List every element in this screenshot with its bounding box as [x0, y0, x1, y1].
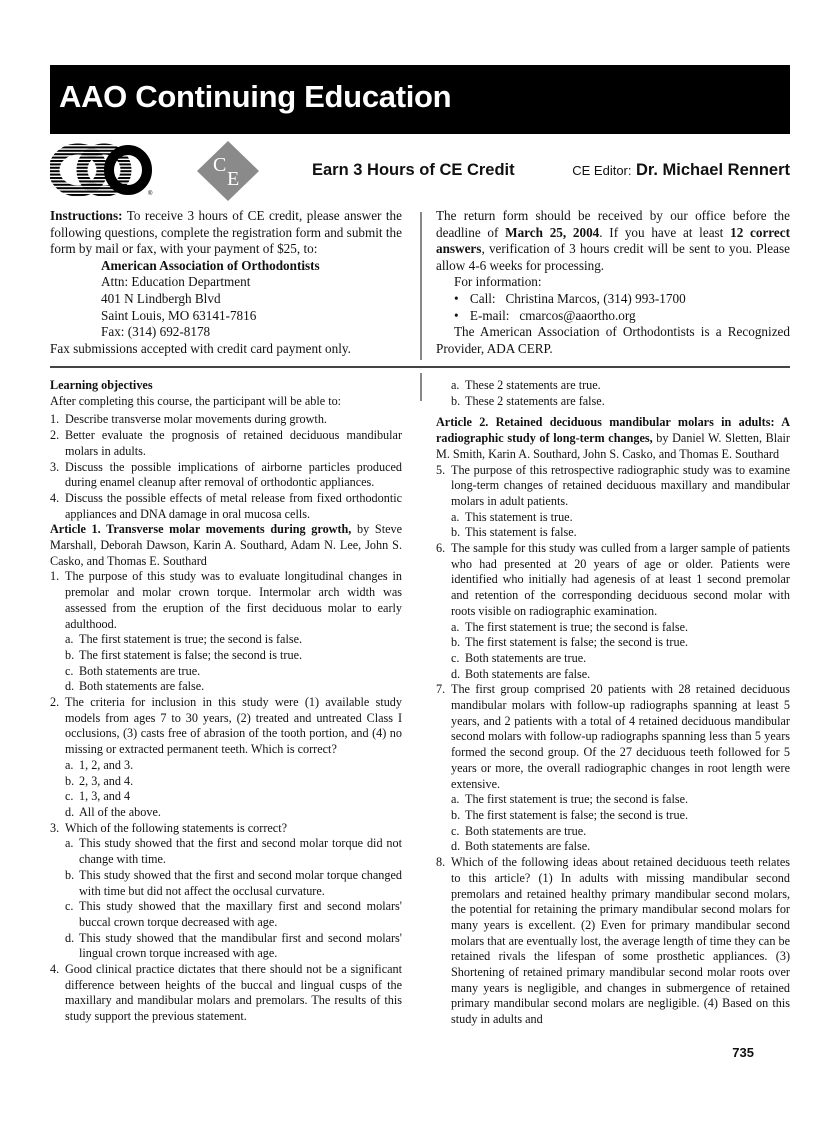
answer-option[interactable]: b. This study showed that the first and second molar torque changed with time but did not affect the occlusal curvature. [65, 867, 402, 898]
right-column [436, 378, 790, 1028]
provider-note: The American Association of Orthodontists is a Recognized Provider, ADA CERP. [436, 324, 790, 356]
question-4: 4. Good clinical practice dictates that there should not be a significant difference between heights of the buccal and lingual cusps of the maxillary and mandibular molars and premolars. The results of this study support the previous statement. [50, 962, 402, 1024]
return-info-block [436, 208, 790, 357]
answer-option[interactable]: a. This statement is true. [451, 509, 573, 524]
answer-option[interactable]: d. All of the above. [65, 804, 161, 819]
answer-option[interactable]: a. These 2 statements are true. [451, 378, 601, 392]
address-org: American Association of Orthodontists [101, 257, 320, 273]
answer-option[interactable]: a. The first statement is true; the second is false. [451, 619, 689, 634]
return-text-1: The return form should be received by our office before the deadline of [436, 208, 790, 240]
left-column [50, 378, 402, 1025]
answer-option[interactable]: c. Both statements are true. [451, 823, 587, 838]
address-street: 401 N Lindbergh Blvd [101, 290, 221, 306]
address-attn: Attn: Education Department [101, 274, 251, 290]
aao-logo-icon [50, 143, 155, 198]
ce-diamond-icon [196, 140, 260, 202]
contact-phone[interactable]: Christina Marcos, (314) 993-1700 [505, 290, 686, 306]
answer-option[interactable]: b. These 2 statements are false. [451, 393, 605, 408]
question-8: 8. Which of the following ideas about retained deciduous teeth relates to this article? (1) In adults with missing mandibular second premolars and retained healthy primary mandibular second molars, the potential for retaining the primary mandibular second molars for many years is excellent. (2) Even for primary mandibular second molars that are eventually lost, the average length of time they can be retained rivals the lifespan of some prosthetic appliances. (3) Shortening of retained primary mandibular second molar roots over many years is negligible, and changes in submergence of retained primary mandibular second molars are negligible. (4) Based on this study in adults and [436, 855, 790, 1027]
contact-label: Call: [469, 290, 496, 306]
objective-item: 2. Better evaluate the prognosis of retained deciduous mandibular molars in adults. [50, 428, 402, 458]
svg-text:®: ® [148, 191, 153, 197]
answer-option[interactable]: b. The first statement is false; the second is true. [65, 647, 303, 662]
article-2-title: Article 2. Retained deciduous mandibular molars in adults: A radiographic study of long-term changes, [436, 415, 790, 446]
contact-label: E-mail: [469, 307, 510, 323]
article-1-heading [50, 522, 402, 569]
answer-option[interactable]: a. This study showed that the first and second molar torque did not change with time. [65, 836, 402, 867]
address-city: Saint Louis, MO 63141-7816 [101, 307, 257, 323]
question-5: 5. The purpose of this retrospective radiographic study was to examine long-term changes of retained deciduous maxillary and mandibular molars in adult patients. [436, 462, 790, 508]
answer-option[interactable]: d. Both statements are false. [451, 839, 591, 854]
question-6: 6. The sample for this study was culled from a larger sample of patients who had presented at 20 years of age or older. Patients were identified who initially had agenesis of at least 1 second premolar and retention of the corresponding deciduous second molar with roots visible on radiographic examination. [436, 541, 790, 618]
article-1-title: Article 1. Transverse molar movements during growth, [50, 522, 352, 537]
for-info-label: For information: [454, 274, 542, 290]
svg-text:E: E [227, 168, 240, 190]
min-correct: 12 correct answers [436, 224, 791, 257]
answer-option[interactable]: a. The first statement is true; the second is false. [451, 792, 689, 807]
return-text-3: , verification of 3 hours credit will be sent to you. Please allow 4-6 weeks for processing. [436, 241, 790, 273]
article-1-authors: by Steve Marshall, Deborah Dawson, Karin A. Southard, Adam N. Lee, John S. Casko, and Thomas E. Southard [50, 522, 403, 568]
answer-option[interactable]: d. This study showed that the mandibular first and second molars' lingual crown torque increased with age. [65, 930, 402, 961]
answer-option[interactable]: b. The first statement is false; the second is true. [451, 807, 689, 822]
contact-email-link[interactable]: cmarcos@aaortho.org [519, 307, 636, 323]
return-text-2: . If you have at least [599, 224, 724, 240]
instructions-block [50, 208, 402, 357]
section-divider [50, 366, 790, 368]
answer-option[interactable]: c. This study showed that the maxillary first and second molars' buccal crown torque decreased with age. [65, 899, 402, 929]
question-7: 7. The first group comprised 20 patients with 28 retained deciduous mandibular molars with follow-up radiographs spanning at least 5 years, and 2 patients with a total of 4 retained deciduous mandibular second molars with follow-up radiographs spanning less than 5 years formed the second group. Of the 27 deciduous teeth followed for 5 years or more, the overall radiographic changes in root length were extensive. [436, 682, 790, 791]
column-divider-lower [420, 373, 422, 401]
contact-call: • Call: Christina Marcos, (314) 993-1700 [454, 290, 686, 306]
instructions-text: To receive 3 hours of CE credit, please answer the following questions, complete the registration form and submit the form by mail or fax, with your payment of $25, to: [50, 208, 403, 257]
answer-option[interactable]: c. Both statements are true. [451, 650, 587, 665]
contact-email: • E-mail: cmarcos@aaortho.org [454, 307, 636, 323]
objectives-intro: After completing this course, the participant will be able to: [50, 393, 342, 408]
column-divider [420, 212, 422, 360]
answer-option[interactable]: b. The first statement is false; the second is true. [451, 635, 689, 650]
objective-item: 3. Discuss the possible implications of airborne particles produced during enamel cleanup after removal of orthodontic appliances. [50, 459, 402, 490]
objective-item: 4. Discuss the possible effects of metal release from fixed orthodontic appliances and DNA damage in oral mucosa cells. [50, 490, 402, 521]
page-number: 735 [732, 1045, 754, 1060]
deadline: March 25, 2004 [505, 224, 600, 240]
answer-option[interactable]: d. Both statements are false. [65, 679, 205, 694]
fax-note: Fax submissions accepted with credit card payment only. [50, 340, 351, 356]
question-3: 3. Which of the following statements is correct? [50, 820, 288, 835]
question-2: 2. The criteria for inclusion in this study were (1) available study models from ages 7 to 30 years, (2) treated and untreated Class I occlusions, (3) casts free of abrasion of the tooth portion, and (4) no missing or extracted permanent teeth. Which is correct? [50, 695, 402, 757]
article-2-heading [436, 415, 790, 462]
answer-option[interactable]: d. Both statements are false. [451, 666, 591, 681]
article-2-authors: by Daniel W. Sletten, Blair M. Smith, Karin A. Southard, John S. Casko, and Thomas E. Southard [436, 431, 790, 461]
editor-label: CE Editor: [572, 163, 632, 178]
instructions-label: Instructions: [50, 208, 123, 223]
svg-text:C: C [213, 154, 227, 176]
question-1: 1. The purpose of this study was to evaluate longitudinal changes in premolar and molar crown torque. Intermolar arch width was assessed from the eruption of the first deciduous molar to early adulthood. [50, 569, 402, 631]
objectives-title: Learning objectives [50, 378, 153, 392]
answer-option[interactable]: b. 2, 3, and 4. [65, 773, 134, 788]
objective-item: 1. Describe transverse molar movements during growth. [50, 412, 327, 427]
answer-option[interactable]: a. The first statement is true; the second is false. [65, 632, 303, 647]
address-fax: Fax: (314) 692-8178 [101, 324, 211, 340]
editor-name: Dr. Michael Rennert [635, 161, 790, 179]
answer-option[interactable]: a. 1, 2, and 3. [65, 757, 134, 772]
banner-title: AAO Continuing Education [59, 79, 452, 114]
credit-heading: Earn 3 Hours of CE Credit [312, 161, 515, 179]
ce-editor [572, 161, 790, 180]
answer-option[interactable]: c. Both statements are true. [65, 663, 201, 678]
answer-option[interactable]: b. This statement is false. [451, 525, 577, 540]
header-banner [50, 65, 790, 134]
answer-option[interactable]: c. 1, 3, and 4 [65, 789, 131, 804]
